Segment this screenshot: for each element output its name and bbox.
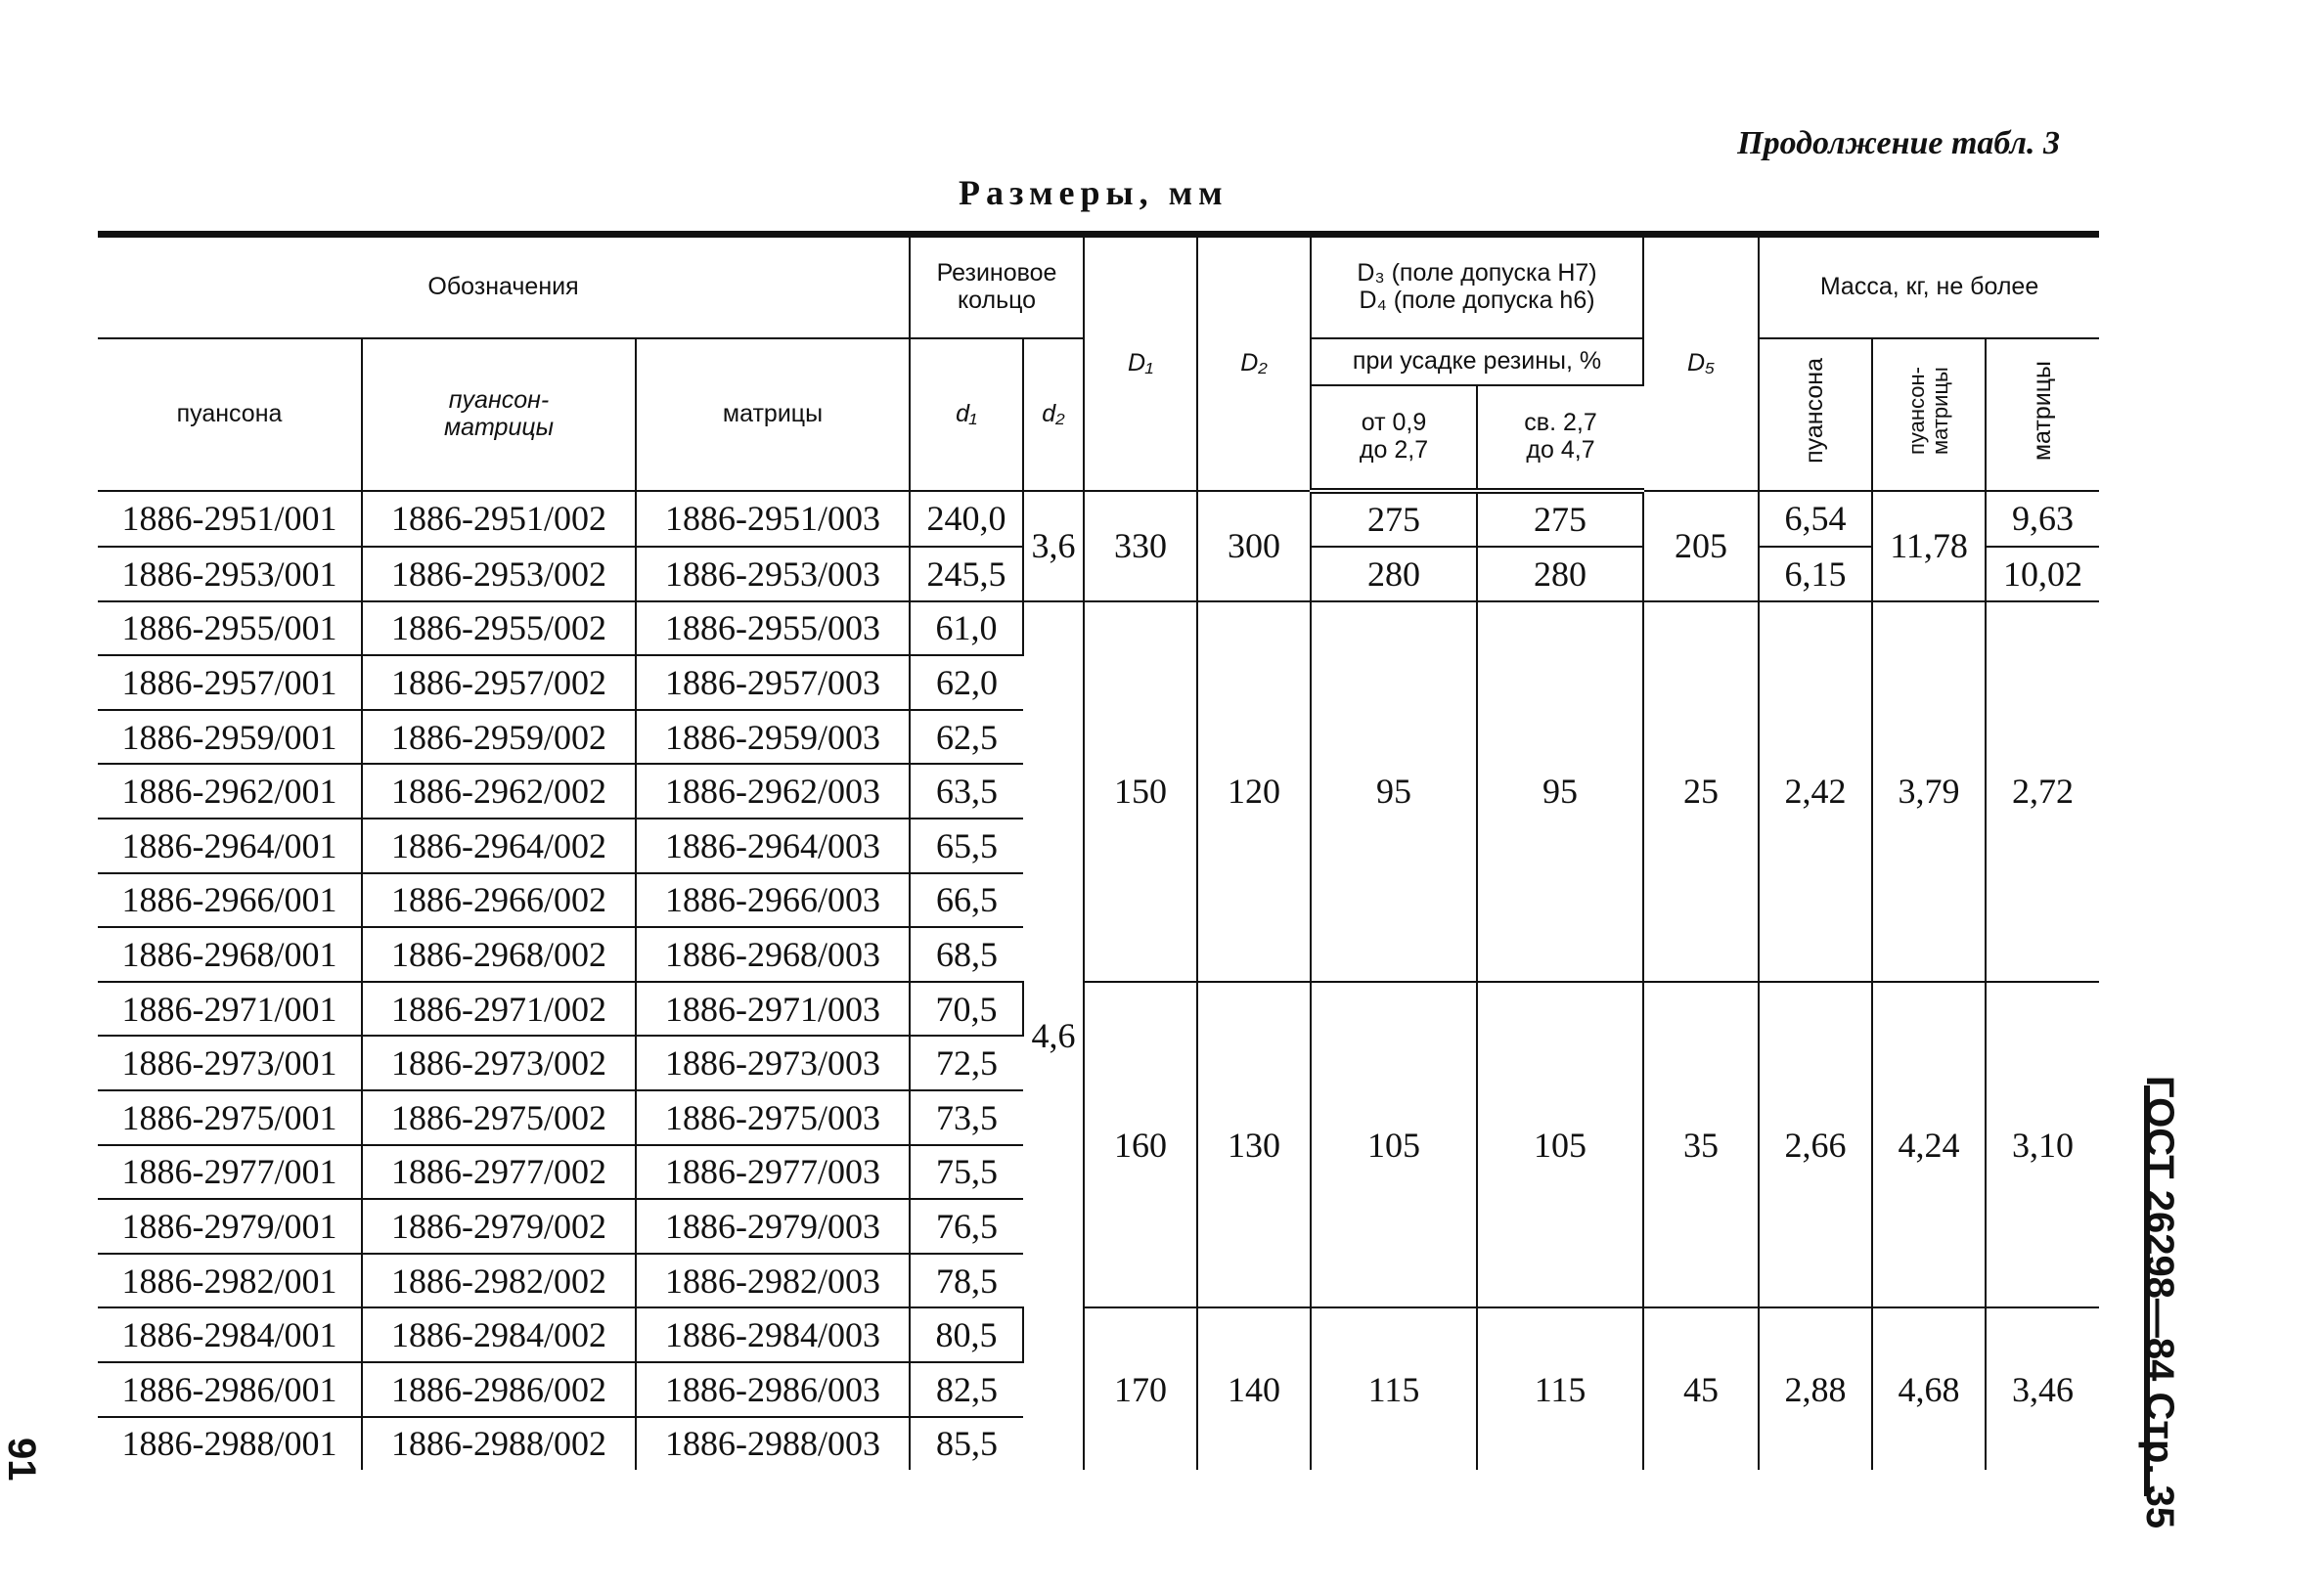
table-cell: 275 — [1311, 491, 1477, 548]
header-D3-D4: D₃ (поле допуска H7) D₄ (поле допуска h6) — [1311, 235, 1643, 338]
table-row — [98, 601, 2099, 656]
table-cell: 1886-2964/001 — [98, 819, 362, 873]
table-cell: 1886-2973/003 — [636, 1036, 910, 1090]
table-cell: 1886-2975/003 — [636, 1090, 910, 1145]
table-row — [98, 491, 2099, 548]
table-cell: 2,88 — [1759, 1307, 1872, 1470]
table-cell: 1886-2962/002 — [362, 764, 636, 819]
table-row — [98, 982, 2099, 1037]
header-d2: d₂ — [1023, 338, 1084, 491]
table-cell: 115 — [1477, 1307, 1643, 1470]
table-cell: 2,42 — [1759, 601, 1872, 982]
header-mass-punch — [1759, 338, 1872, 491]
table-cell: 45 — [1643, 1307, 1759, 1470]
table-cell: 300 — [1197, 491, 1311, 601]
dimensions-table — [98, 231, 2099, 1470]
table-cell: 275 — [1477, 491, 1643, 548]
table-cell: 1886-2968/002 — [362, 927, 636, 982]
table-cell: 3,10 — [1986, 982, 2099, 1308]
table-cell: 105 — [1311, 982, 1477, 1308]
table-cell: 61,0 — [910, 601, 1023, 656]
header-D5: D₅ — [1643, 235, 1759, 491]
table-row — [98, 1307, 2099, 1362]
table-cell: 120 — [1197, 601, 1311, 982]
table-cell: 1886-2979/002 — [362, 1199, 636, 1254]
table-cell: 25 — [1643, 601, 1759, 982]
table-cell: 1886-2982/003 — [636, 1254, 910, 1308]
table-cell: 68,5 — [910, 927, 1023, 982]
table-cell: 280 — [1311, 547, 1477, 601]
header-punch: пуансона — [98, 338, 362, 491]
table-cell: 72,5 — [910, 1036, 1023, 1090]
table-cell: 1886-2957/002 — [362, 655, 636, 710]
table-cell: 75,5 — [910, 1145, 1023, 1200]
table-cell: 4,68 — [1872, 1307, 1986, 1470]
table-cell: 150 — [1084, 601, 1197, 982]
table-cell: 1886-2971/002 — [362, 982, 636, 1037]
page-number: 91 — [0, 1438, 43, 1482]
table-cell: 1886-2986/001 — [98, 1362, 362, 1417]
table-cell: 1886-2988/002 — [362, 1417, 636, 1471]
table-cell: 1886-2955/001 — [98, 601, 362, 656]
header-mass-punch-die — [1872, 338, 1986, 491]
table-cell: 1886-2968/001 — [98, 927, 362, 982]
table-cell: 11,78 — [1872, 491, 1986, 601]
header-designations: Обозначения — [98, 235, 910, 338]
table-cell: 1886-2982/002 — [362, 1254, 636, 1308]
table-cell: 1886-2951/002 — [362, 491, 636, 548]
table-cell: 1886-2988/003 — [636, 1417, 910, 1471]
table-cell: 245,5 — [910, 547, 1023, 601]
table-cell: 1886-2951/001 — [98, 491, 362, 548]
d2-value: 3,6 — [1023, 491, 1084, 601]
table-cell: 1886-2977/003 — [636, 1145, 910, 1200]
table-cell: 78,5 — [910, 1254, 1023, 1308]
table-cell: 1886-2988/001 — [98, 1417, 362, 1471]
table-cell: 63,5 — [910, 764, 1023, 819]
table-cell: 62,0 — [910, 655, 1023, 710]
table-cell: 9,63 — [1986, 491, 2099, 548]
table-cell: 240,0 — [910, 491, 1023, 548]
header-D2: D₂ — [1197, 235, 1311, 491]
table-cell: 1886-2975/002 — [362, 1090, 636, 1145]
table-cell: 1886-2984/001 — [98, 1307, 362, 1362]
table-cell: 1886-2962/003 — [636, 764, 910, 819]
table-cell: 35 — [1643, 982, 1759, 1308]
standard-page-label: ГОСТ 26298—84 Стр. 35 — [2138, 1076, 2181, 1529]
table-cell: 330 — [1084, 491, 1197, 601]
table-cell: 80,5 — [910, 1307, 1023, 1362]
header-mass-die — [1986, 338, 2099, 491]
table-cell: 115 — [1311, 1307, 1477, 1470]
table-cell: 1886-2964/002 — [362, 819, 636, 873]
table-cell: 1886-2971/003 — [636, 982, 910, 1037]
table-cell: 1886-2977/002 — [362, 1145, 636, 1200]
table-cell: 1886-2953/002 — [362, 547, 636, 601]
table-cell: 4,24 — [1872, 982, 1986, 1308]
table-cell: 1886-2959/003 — [636, 710, 910, 765]
table-cell: 1886-2984/002 — [362, 1307, 636, 1362]
table-cell: 170 — [1084, 1307, 1197, 1470]
table-cell: 1886-2955/003 — [636, 601, 910, 656]
table-cell: пуансон- матрицы — [1903, 367, 1953, 456]
table-cell: 1886-2957/001 — [98, 655, 362, 710]
header-shrink-a: от 0,9 до 2,7 — [1311, 385, 1477, 491]
table-cell: 1886-2986/003 — [636, 1362, 910, 1417]
table-cell: 1886-2966/002 — [362, 873, 636, 928]
table-cell: 1886-2959/001 — [98, 710, 362, 765]
table-cell: 130 — [1197, 982, 1311, 1308]
table-cell: 1886-2951/003 — [636, 491, 910, 548]
table-cell: 105 — [1477, 982, 1643, 1308]
table-cell: 3,79 — [1872, 601, 1986, 982]
table-cell: 65,5 — [910, 819, 1023, 873]
table-cell: 10,02 — [1986, 547, 2099, 601]
table-cell: 1886-2966/001 — [98, 873, 362, 928]
table-cell: 1886-2975/001 — [98, 1090, 362, 1145]
table-cell: 1886-2984/003 — [636, 1307, 910, 1362]
table-cell: 1886-2955/002 — [362, 601, 636, 656]
table-cell: 1886-2953/001 — [98, 547, 362, 601]
table-cell: 1886-2968/003 — [636, 927, 910, 982]
table-cell: 1886-2962/001 — [98, 764, 362, 819]
table-cell: 73,5 — [910, 1090, 1023, 1145]
table-cell: 160 — [1084, 982, 1197, 1308]
header-die: матрицы — [636, 338, 910, 491]
table-cell: 76,5 — [910, 1199, 1023, 1254]
d2-value: 4,6 — [1023, 601, 1084, 1471]
header-shrink-b: св. 2,7 до 4,7 — [1477, 385, 1643, 491]
table-cell: 6,54 — [1759, 491, 1872, 548]
table-cell: 62,5 — [910, 710, 1023, 765]
table-cell: матрицы — [2028, 361, 2056, 462]
header-D1: D₁ — [1084, 235, 1197, 491]
table-cell: 66,5 — [910, 873, 1023, 928]
table-cell: 280 — [1477, 547, 1643, 601]
table-cell: 70,5 — [910, 982, 1023, 1037]
table-cell: 1886-2979/001 — [98, 1199, 362, 1254]
table-cell: 95 — [1477, 601, 1643, 982]
table-cell: пуансона — [1801, 358, 1829, 465]
table-cell: 1886-2977/001 — [98, 1145, 362, 1200]
table-cell: 1886-2964/003 — [636, 819, 910, 873]
table-cell: 1886-2973/001 — [98, 1036, 362, 1090]
table-cell: 2,72 — [1986, 601, 2099, 982]
table-cell: 140 — [1197, 1307, 1311, 1470]
table-cell: 1886-2953/003 — [636, 547, 910, 601]
header-d1: d₁ — [910, 338, 1023, 491]
table-cell: 1886-2973/002 — [362, 1036, 636, 1090]
table-cell: 1886-2982/001 — [98, 1254, 362, 1308]
table-cell: 82,5 — [910, 1362, 1023, 1417]
table-cell: 1886-2959/002 — [362, 710, 636, 765]
table-cell: 6,15 — [1759, 547, 1872, 601]
header-rubber-ring: Резиновое кольцо — [910, 235, 1084, 338]
units-title: Размеры, мм — [959, 173, 1229, 212]
continuation-label: Продолжение табл. 3 — [1737, 125, 2060, 161]
table-cell: 1886-2979/003 — [636, 1199, 910, 1254]
header-mass: Масса, кг, не более — [1759, 235, 2099, 338]
table-cell: 85,5 — [936, 1424, 998, 1464]
header-punch-die: пуансон- матрицы — [362, 338, 636, 491]
table-cell: 1886-2957/003 — [636, 655, 910, 710]
table-cell: 1886-2971/001 — [98, 982, 362, 1037]
table-cell: 1886-2966/003 — [636, 873, 910, 928]
table-cell: 2,66 — [1759, 982, 1872, 1308]
table-cell: 95 — [1311, 601, 1477, 982]
table-cell: 1886-2986/002 — [362, 1362, 636, 1417]
table-cell: 3,46 — [2012, 1369, 2075, 1409]
header-shrink: при усадке резины, % — [1311, 338, 1643, 385]
table-cell: 205 — [1643, 491, 1759, 601]
